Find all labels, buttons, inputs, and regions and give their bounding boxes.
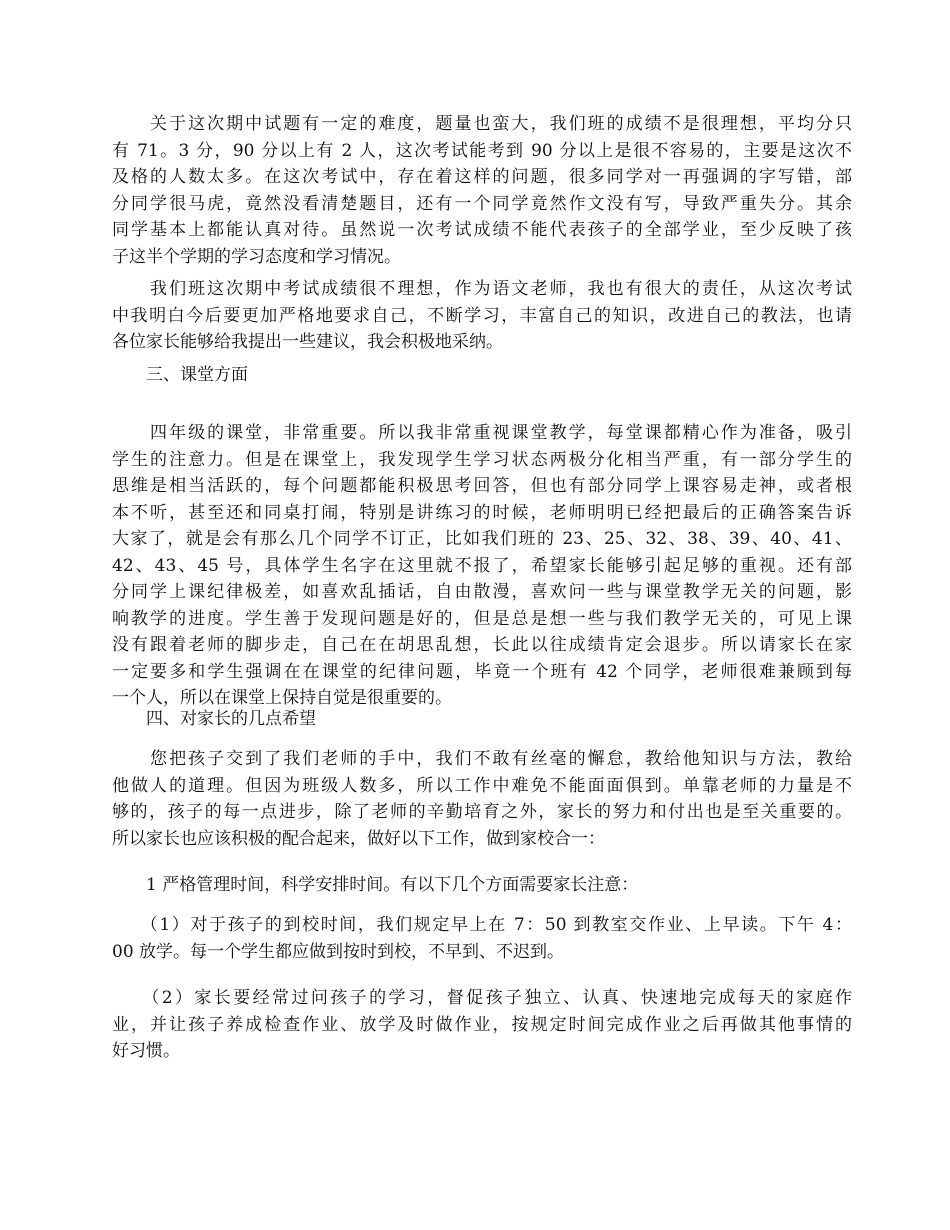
text-line: 四年级的课堂，非常重要。所以我非常重视课堂教学，每堂课都精心作为准备，吸引 (112, 423, 852, 443)
text-line: 您把孩子交到了我们老师的手中，我们不敢有丝毫的懈怠，教给他知识与方法，教给 (112, 749, 852, 769)
text-line: 所以家长也应该积极的配合起来，做好以下工作，做到家校合一： (112, 828, 605, 849)
text-line: （1）对于孩子的到校时间，我们规定早上在 7：50 到教室交作业、上早读。下午 4： (112, 915, 852, 935)
text-line: 中我明白今后要更加严格地要求自己，不断学习，丰富自己的知识，改进自己的教法，也请 (112, 305, 852, 326)
section-heading-classroom (112, 362, 852, 389)
paragraph-teacher-responsibility (112, 276, 852, 356)
text-line: 关于这次期中试题有一定的难度，题量也蛮大，我们班的成绩不是很理想，平均分只 (112, 114, 852, 134)
text-line: 分同学上课纪律极差，如喜欢乱插话，自由散漫，喜欢问一些与课堂教学无关的问题，影 (112, 582, 852, 602)
text-line: 我们班这次期中考试成绩很不理想，作为语文老师，我也有很大的责任，从这次考试 (112, 279, 852, 299)
text-line: 好习惯。 (112, 1041, 180, 1061)
text-line: 业，并让孩子养成检查作业、放学及时做作业，按规定时间完成作业之后再做其他事情的 (112, 1014, 852, 1035)
text-line: 00 放学。每一个学生都应做到按时到校，不早到、不迟到。 (112, 941, 565, 962)
section-heading: 四、对家长的几点希望 (112, 709, 316, 729)
text-line: 一个人，所以在课堂上保持自觉是很重要的。 (112, 688, 452, 708)
text-line: 42、43、45 号，具体学生名字在这里就不报了，希望家长能够引起足够的重视。还有部 (112, 555, 852, 576)
text-line: 学生的注意力。但是在课堂上，我发现学生学习状态两极分化相当严重，有一部分学生的 (112, 449, 852, 470)
paragraph-exam-results (112, 111, 852, 270)
paragraph-time-management (112, 872, 852, 899)
text-line: 分同学很马虎，竟然没看清楚题目，还有一个同学竟然作文没有写，导致严重失分。其余 (112, 193, 852, 214)
text-line: 响教学的进度。学生善于发现问题是好的，但是总是想一些与我们教学无关的，可见上课 (112, 608, 852, 629)
paragraph-classroom (112, 420, 852, 712)
text-line: 够的，孩子的每一点进步，除了老师的辛勤培育之外，家长的努力和付出也是至关重要的。 (112, 802, 852, 822)
text-line: 没有跟着老师的脚步走，自己在在胡思乱想，长此以往成绩肯定会退步。所以请家长在家 (112, 635, 852, 655)
text-line: 同学基本上都能认真对待。虽然说一次考试成绩不能代表孩子的全部学业，至少反映了孩 (112, 220, 852, 240)
text-line: 大家了，就是会有那么几个同学不订正，比如我们班的 23、25、32、38、39、40、41、 (112, 529, 852, 549)
text-line: 本不听，甚至还和同桌打闹，特别是讲练习的时候，老师明明已经把最后的正确答案告诉 (112, 502, 852, 523)
text-line: 及格的人数太多。在这次考试中，存在着这样的问题，很多同学对一再强调的字写错，部 (112, 167, 852, 187)
text-line: 有 71。3 分，90 分以上有 2 人，这次考试能考到 90 分以上是很不容易的，主要是这次不 (112, 140, 852, 161)
text-line: （2）家长要经常过问孩子的学习，督促孩子独立、认真、快速地完成每天的家庭作 (112, 988, 852, 1008)
text-line: 思维是相当活跃的，每个问题都能积极思考回答，但也有部分同学上课容易走神，或者根 (112, 476, 852, 496)
section-heading-parents (112, 706, 852, 733)
text-line: 1 严格管理时间，科学安排时间。有以下几个方面需要家长注意： (112, 875, 639, 895)
text-line: 各位家长能够给我提出一些建议，我会积极地采纳。 (112, 332, 503, 352)
section-heading: 三、课堂方面 (112, 365, 248, 385)
text-line: 一定要多和学生强调在在课堂的纪律问题，毕竟一个班有 42 个同学，老师很难兼顾到每 (112, 661, 852, 682)
text-line: 子这半个学期的学习态度和学习情况。 (112, 246, 401, 267)
paragraph-homework (112, 985, 852, 1065)
text-line: 他做人的道理。但因为班级人数多，所以工作中难免不能面面俱到。单靠老师的力量是不 (112, 775, 852, 796)
paragraph-arrival-time (112, 912, 852, 965)
paragraph-parents (112, 746, 852, 852)
